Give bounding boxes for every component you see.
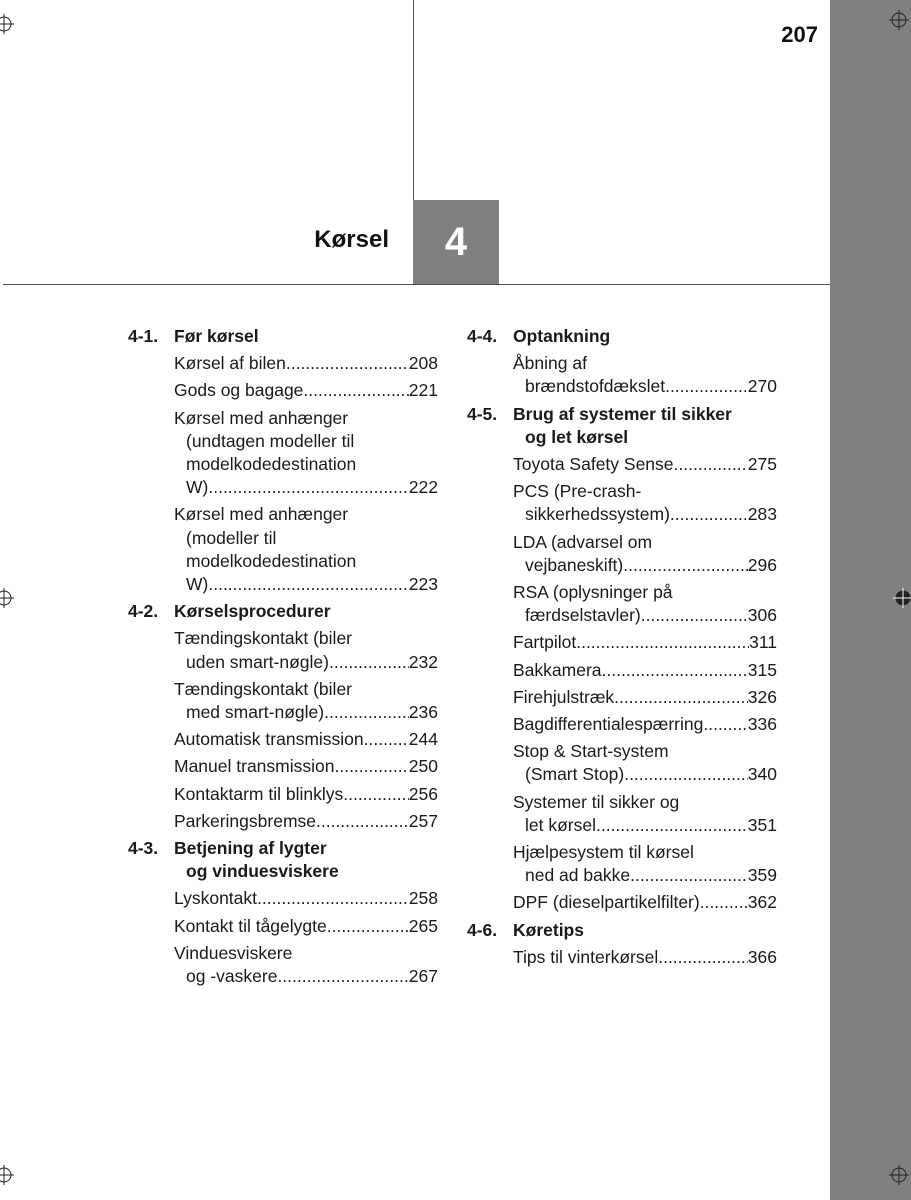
- horizontal-rule: [3, 284, 830, 285]
- toc-entry[interactable]: [174, 755, 438, 778]
- toc-entry[interactable]: [174, 352, 438, 375]
- entry-text-line: Bagdifferentialespærring: [513, 714, 704, 735]
- section-title-line: Brug af systemer til sikker: [513, 403, 732, 424]
- entry-last-line: [513, 631, 777, 654]
- entry-text-line: brændstofdækslet: [525, 376, 666, 397]
- toc-entry[interactable]: [174, 810, 438, 833]
- dot-leader: [327, 915, 409, 938]
- section-number: 4-4.: [467, 326, 498, 346]
- section-heading[interactable]: [128, 837, 438, 883]
- dot-leader: [343, 783, 409, 806]
- entry-text-line: (modeller til: [186, 527, 277, 548]
- dot-leader: [208, 476, 408, 499]
- section-title-line: Før kørsel: [174, 326, 259, 346]
- toc-entry[interactable]: [174, 503, 438, 596]
- toc-entry[interactable]: [174, 407, 438, 500]
- toc-entry[interactable]: [513, 791, 777, 837]
- dot-leader: [329, 651, 409, 674]
- entry-text-line: (Smart Stop): [525, 764, 625, 785]
- entry-text-line: Firehjulstræk: [513, 686, 615, 707]
- chapter-number-box: 4: [413, 200, 499, 284]
- entry-page-number: 336: [747, 714, 777, 735]
- entry-last-line: [513, 814, 777, 837]
- chapter-title: Kørsel: [314, 226, 389, 253]
- section-title: [174, 600, 438, 623]
- entry-last-line: [174, 810, 438, 833]
- entry-page-number: 257: [408, 810, 438, 831]
- entry-text-line: Tændingskontakt (biler: [174, 628, 352, 649]
- entry-text-line: Gods og bagage: [174, 380, 304, 401]
- entry-page-number: 250: [408, 756, 438, 777]
- dot-leader: [641, 604, 748, 627]
- entry-text-line: Stop & Start-system: [513, 741, 669, 762]
- toc-entry[interactable]: [513, 841, 777, 887]
- section-number: 4-6.: [467, 919, 498, 940]
- entry-text-line: W): [186, 574, 209, 595]
- entry-text-line: Toyota Safety Sense: [513, 454, 674, 475]
- toc-section: [467, 325, 777, 399]
- entry-text-line: Kørsel med anhænger: [174, 407, 349, 428]
- entry-text-line: Åbning af: [513, 353, 587, 374]
- entry-last-line: [513, 453, 777, 476]
- entry-text-line: W): [186, 477, 209, 498]
- entry-last-line: [174, 573, 438, 596]
- entry-page-number: 359: [747, 865, 777, 886]
- entry-page-number: 236: [408, 702, 438, 723]
- entry-last-line: [174, 728, 438, 751]
- entry-text-line: Automatisk transmission: [174, 729, 364, 750]
- entry-last-line: [174, 352, 438, 375]
- entry-last-line: [513, 604, 777, 627]
- toc-section: [128, 837, 438, 988]
- entry-page-number: 221: [408, 380, 438, 401]
- entry-page-number: 265: [408, 915, 438, 936]
- dot-leader: [674, 453, 748, 476]
- entry-text-line: Manuel transmission: [174, 756, 335, 777]
- entry-last-line: [174, 915, 438, 938]
- toc-entry[interactable]: [513, 659, 777, 682]
- toc-entry[interactable]: [513, 946, 777, 969]
- entry-page-number: 315: [747, 659, 777, 680]
- section-title: [513, 919, 777, 942]
- entry-text-line: Vinduesviskere: [174, 942, 293, 963]
- entry-last-line: [513, 891, 777, 914]
- toc-column-right: [467, 325, 777, 973]
- entry-page-number: 326: [747, 686, 777, 707]
- entry-page-number: 296: [747, 554, 777, 575]
- section-title: [174, 837, 438, 883]
- entry-text-line: Bakkamera: [513, 659, 602, 680]
- registration-mark-icon: [0, 588, 14, 608]
- entry-page-number: 208: [408, 353, 438, 374]
- dot-leader: [658, 946, 748, 969]
- entry-text-line: let kørsel: [525, 814, 596, 835]
- entry-text-line: Systemer til sikker og: [513, 791, 680, 812]
- entry-text-line: Kontaktarm til blinklys: [174, 783, 344, 804]
- entry-page-number: 232: [408, 651, 438, 672]
- entry-last-line: [174, 379, 438, 402]
- entry-text-line: sikkerhedssystem): [525, 504, 670, 525]
- registration-mark-icon: [893, 588, 911, 608]
- section-heading[interactable]: [467, 325, 777, 348]
- section-number: 4-2.: [128, 601, 159, 622]
- section-title-line: Kørselsprocedurer: [174, 601, 331, 622]
- registration-mark-icon: [889, 10, 909, 30]
- entry-last-line: [513, 686, 777, 709]
- section-title-line: Betjening af lygter: [174, 838, 327, 859]
- entry-text-line: vejbaneskift): [525, 554, 624, 575]
- entry-page-number: 256: [408, 783, 438, 804]
- entry-text-line: uden smart-nøgle): [186, 651, 329, 672]
- entry-last-line: [513, 946, 777, 969]
- entry-text-line: modelkodedestination: [186, 454, 357, 475]
- section-number: 4-5.: [467, 403, 498, 424]
- dot-leader: [700, 891, 748, 914]
- toc-entry[interactable]: [513, 686, 777, 709]
- toc-entry[interactable]: [513, 713, 777, 736]
- section-title-line: og let kørsel: [525, 426, 629, 447]
- entry-text-line: Parkeringsbremse: [174, 810, 316, 831]
- entry-page-number: 244: [408, 729, 438, 750]
- toc-entry[interactable]: [513, 531, 777, 577]
- entry-text-line: DPF (dieselpartikelfilter): [513, 892, 700, 913]
- entry-text-line: Lyskontakt: [174, 888, 258, 909]
- toc-entry[interactable]: [174, 379, 438, 402]
- dot-leader: [257, 887, 409, 910]
- dot-leader: [670, 503, 748, 526]
- toc-entry[interactable]: [174, 783, 438, 806]
- registration-mark-icon: [0, 14, 14, 34]
- dot-leader: [208, 573, 408, 596]
- entry-last-line: [174, 783, 438, 806]
- entry-last-line: [513, 659, 777, 682]
- dot-leader: [614, 686, 748, 709]
- entry-text-line: Hjælpesystem til kørsel: [513, 842, 694, 863]
- entry-text-line: modelkodedestination: [186, 550, 357, 571]
- section-number: 4-3.: [128, 838, 159, 859]
- entry-page-number: 366: [747, 946, 777, 967]
- entry-last-line: [174, 755, 438, 778]
- dot-leader: [277, 965, 408, 988]
- section-number: 4-1.: [128, 326, 159, 346]
- entry-page-number: 223: [408, 574, 438, 595]
- section-heading[interactable]: [467, 403, 777, 449]
- dot-leader: [624, 763, 748, 786]
- entry-last-line: [513, 375, 777, 398]
- section-heading[interactable]: [128, 325, 438, 348]
- entry-page-number: 283: [747, 504, 777, 525]
- registration-mark-icon: [0, 1165, 14, 1185]
- section-title: [174, 325, 438, 348]
- page-number: 207: [781, 22, 818, 47]
- section-title-line: Optankning: [513, 326, 611, 346]
- dot-leader: [602, 659, 748, 682]
- entry-text-line: ned ad bakke: [525, 865, 631, 886]
- entry-last-line: [174, 887, 438, 910]
- entry-last-line: [174, 651, 438, 674]
- toc-entry[interactable]: [174, 887, 438, 910]
- entry-page-number: 222: [408, 477, 438, 498]
- toc-entry[interactable]: [513, 631, 777, 654]
- toc-entry[interactable]: [174, 915, 438, 938]
- entry-last-line: [174, 701, 438, 724]
- entry-page-number: 258: [408, 888, 438, 909]
- entry-text-line: PCS (Pre-crash-: [513, 481, 642, 502]
- entry-text-line: RSA (oplysninger på: [513, 582, 673, 603]
- dot-leader: [623, 554, 748, 577]
- dot-leader: [286, 352, 409, 375]
- toc-entry[interactable]: [513, 352, 777, 398]
- entry-last-line: [513, 503, 777, 526]
- section-title: [513, 403, 777, 449]
- dot-leader: [703, 713, 747, 736]
- entry-text-line: Tændingskontakt (biler: [174, 678, 352, 699]
- section-title-line: Køretips: [513, 919, 584, 940]
- section-heading[interactable]: [467, 919, 777, 942]
- entry-text-line: LDA (advarsel om: [513, 531, 653, 552]
- entry-last-line: [513, 713, 777, 736]
- toc-section: [467, 403, 777, 915]
- toc-section: [467, 919, 777, 969]
- entry-last-line: [174, 965, 438, 988]
- section-heading[interactable]: [128, 600, 438, 623]
- entry-page-number: 340: [747, 764, 777, 785]
- entry-last-line: [513, 864, 777, 887]
- section-title-line: og vinduesviskere: [186, 861, 339, 882]
- entry-page-number: 311: [749, 632, 777, 653]
- entry-page-number: 275: [747, 454, 777, 475]
- entry-text-line: Kørsel af bilen: [174, 353, 286, 374]
- toc-column-left: [128, 325, 438, 992]
- dot-leader: [665, 375, 748, 398]
- toc-entry[interactable]: [513, 891, 777, 914]
- entry-text-line: og -vaskere: [186, 966, 278, 987]
- toc-entry[interactable]: [513, 581, 777, 627]
- dot-leader: [324, 701, 409, 724]
- dot-leader: [364, 728, 409, 751]
- toc-entry[interactable]: [513, 740, 777, 786]
- dot-leader: [303, 379, 408, 402]
- entry-text-line: færdselstavler): [525, 605, 641, 626]
- entry-text-line: Kontakt til tågelygte: [174, 915, 327, 936]
- toc-entry[interactable]: [174, 942, 438, 988]
- entry-text-line: Fartpilot: [513, 632, 577, 653]
- dot-leader: [316, 810, 409, 833]
- dot-leader: [334, 755, 408, 778]
- dot-leader: [596, 814, 748, 837]
- section-title: [513, 325, 777, 348]
- entry-last-line: [174, 476, 438, 499]
- toc-section: [128, 600, 438, 833]
- toc-section: [128, 325, 438, 596]
- dot-leader: [576, 631, 749, 654]
- vertical-rule: [413, 0, 414, 200]
- entry-text-line: med smart-nøgle): [186, 702, 325, 723]
- entry-last-line: [513, 554, 777, 577]
- entry-text-line: Tips til vinterkørsel: [513, 946, 659, 967]
- toc-entry[interactable]: [174, 728, 438, 751]
- entry-page-number: 267: [408, 966, 438, 987]
- toc-entry[interactable]: [513, 453, 777, 476]
- entry-text-line: (undtagen modeller til: [186, 430, 355, 451]
- entry-page-number: 270: [747, 376, 777, 397]
- registration-mark-icon: [889, 1165, 909, 1185]
- entry-page-number: 362: [747, 892, 777, 913]
- toc-entry[interactable]: [174, 627, 438, 673]
- entry-page-number: 351: [747, 814, 777, 835]
- toc-entry[interactable]: [174, 678, 438, 724]
- dot-leader: [630, 864, 748, 887]
- entry-page-number: 306: [747, 605, 777, 626]
- entry-text-line: Kørsel med anhænger: [174, 504, 349, 525]
- entry-last-line: [513, 763, 777, 786]
- toc-entry[interactable]: [513, 480, 777, 526]
